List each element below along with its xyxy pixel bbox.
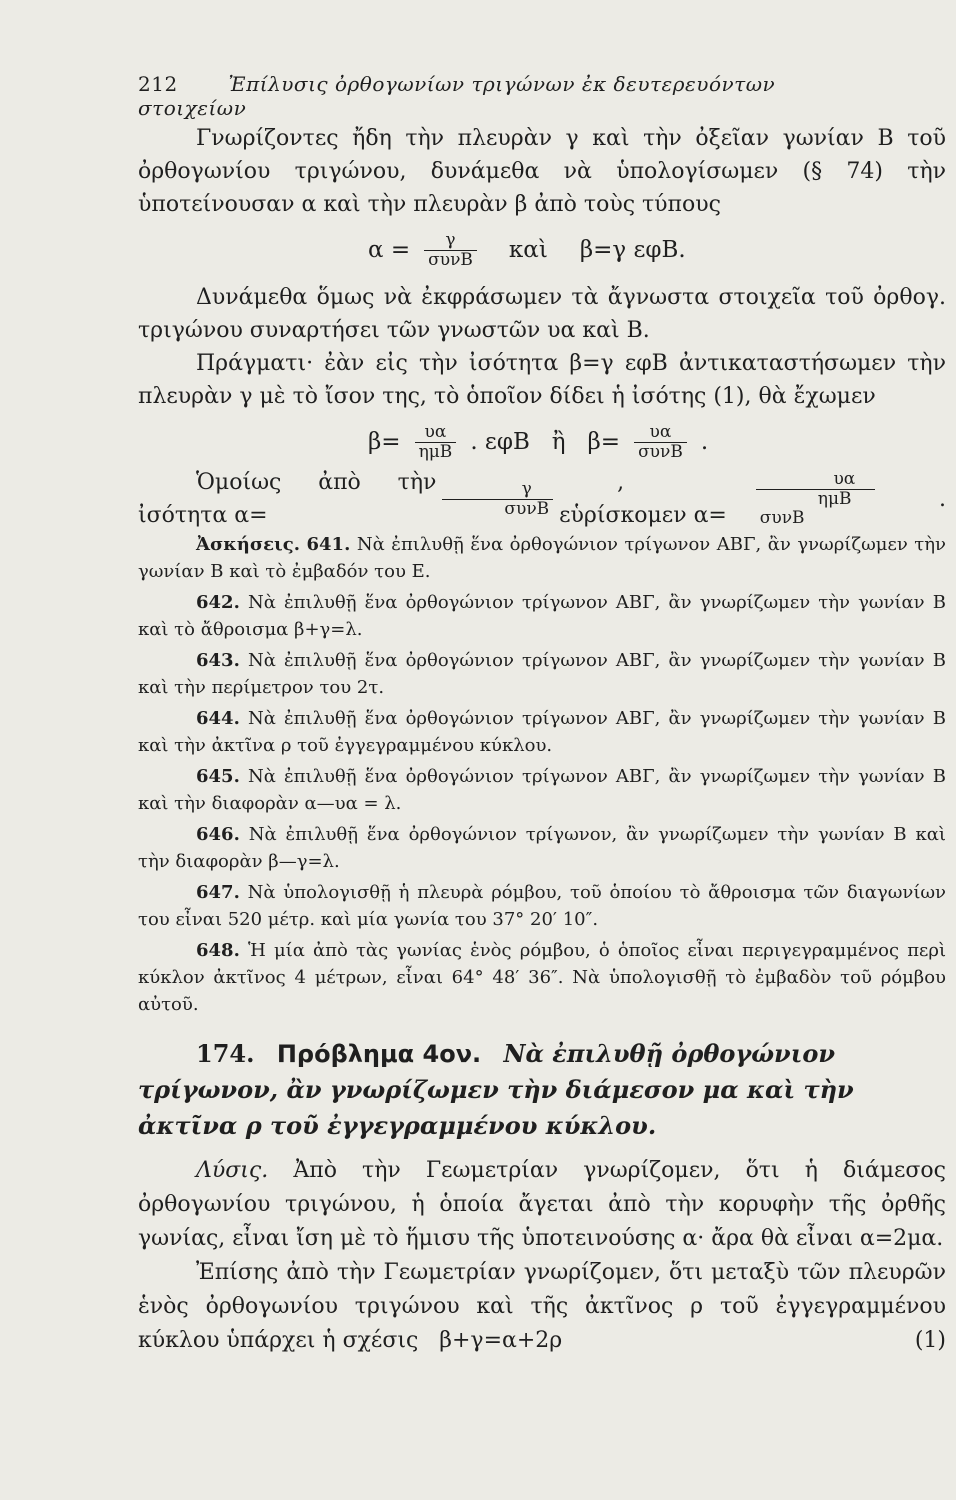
fraction-denominator: ημΒ συνΒ bbox=[756, 489, 875, 528]
intro-paragraph-3: Πράγματι· ἐὰν εἰς τὴν ἰσότητα β=γ εφΒ ἀντικαταστήσωμεν τὴν πλευρὰν γ μὲ τὸ ἴσον της, τὸ ὁποῖον δίδει ἡ ἰσότης (1), θὰ ἔχωμεν bbox=[138, 351, 946, 409]
page-header bbox=[138, 72, 868, 120]
intro-paragraph-1: Γνωρίζοντες ἤδη τὴν πλευρὰν γ καὶ τὴν ὀξεῖαν γωνίαν Β τοῦ ὀρθογωνίου τριγώνου, δυνάμεθα νὰ ὑπολογίσωμεν (§ 74) τὴν ὑποτείνουσαν α καὶ τὴν πλευρὰν β ἀπὸ τοὺς τύπους bbox=[138, 126, 946, 217]
exercise-text: Νὰ ἐπιλυθῇ ἕνα ὀρθογώνιον τρίγωνον, ἂν γνωρίζωμεν τὴν γωνίαν Β καὶ τὴν διαφορὰν β—γ=λ. bbox=[138, 824, 946, 872]
section-heading bbox=[138, 1036, 946, 1144]
p4-text-b: , εὑρίσκομεν α= bbox=[559, 470, 727, 528]
exercise-643 bbox=[138, 647, 946, 701]
formula-2-fraction-a bbox=[415, 423, 457, 462]
exercise-number: 648. bbox=[196, 940, 240, 961]
exercise-text: Νὰ ἐπιλυθῇ ἕνα ὀρθογώνιον τρίγωνον ΑΒΓ, ἂν γνωρίζωμεν τὴν γωνίαν Β καὶ τὸ ἄθροισμα β+γ=λ. bbox=[138, 592, 946, 640]
formula-2-lhs: β= bbox=[368, 428, 401, 455]
exercise-number: 647. bbox=[196, 882, 240, 903]
solution-paragraph-1 bbox=[138, 1154, 946, 1256]
fraction-numerator: υα bbox=[424, 421, 447, 442]
formula-1-fraction bbox=[424, 231, 477, 270]
exercise-641 bbox=[138, 531, 946, 585]
exercise-text: Νὰ ἐπιλυθῇ ἕνα ὀρθογώνιον τρίγωνον ΑΒΓ, ἂν γνωρίζωμεν τὴν γωνίαν Β καὶ τὸ ἐμβαδόν του Ε. bbox=[138, 534, 946, 582]
running-title: Ἐπίλυσις ὀρθογωνίων τριγώνων ἐκ δευτερευόντων στοιχείων bbox=[138, 72, 776, 120]
formula-1-and: καὶ bbox=[508, 236, 548, 263]
exercise-646 bbox=[138, 821, 946, 875]
fraction-denominator: συνΒ bbox=[634, 442, 687, 462]
exercise-number: 644. bbox=[196, 708, 240, 729]
exercise-number: 645. bbox=[196, 766, 240, 787]
formula-2-middle: . εφΒ ἢ β= bbox=[470, 428, 621, 455]
exercise-647 bbox=[138, 879, 946, 933]
solution-paragraph-2 bbox=[138, 1256, 953, 1358]
exercise-645 bbox=[138, 763, 946, 817]
exercise-number: 641. bbox=[306, 534, 351, 555]
exercise-text: Νὰ ἐπιλυθῇ ἕνα ὀρθογώνιον τρίγωνον ΑΒΓ, ἂν γνωρίζωμεν τὴν γωνίαν Β καὶ τὴν ἀκτῖνα ρ τοῦ ἐγγεγραμμένου κύκλου. bbox=[138, 708, 946, 756]
fraction-numerator: γ bbox=[521, 478, 532, 499]
equation-number: (1) bbox=[914, 1328, 946, 1353]
page-body bbox=[138, 122, 953, 1358]
intro-paragraph-4 bbox=[138, 469, 946, 528]
exercises-block bbox=[138, 531, 946, 1018]
intro-paragraph-2: Δυνάμεθα ὅμως νὰ ἐκφράσωμεν τὰ ἄγνωστα στοιχεῖα τοῦ ὀρθογ. τριγώνου συναρτήσει τῶν γνωστῶν υα καὶ Β. bbox=[138, 285, 946, 343]
formula-1-lhs: α = bbox=[368, 236, 411, 263]
solution-label: Λύσις. bbox=[196, 1158, 269, 1183]
fraction-numerator: γ bbox=[445, 229, 456, 250]
solution-text-1: Ἀπὸ τὴν Γεωμετρίαν γνωρίζομεν, ὅτι ἡ διάμεσος ὀρθογωνίου τριγώνου, ἡ ὁποία ἄγεται ἀπὸ τὴν κορυφὴν τῆς ὀρθῆς γωνίας, εἶναι ἴση μὲ τὸ ἥμισυ τῆς ὑποτεινούσης α· ἄρα θὰ εἶναι α=2μα. bbox=[138, 1158, 946, 1251]
formula-1 bbox=[138, 225, 946, 275]
exercise-642 bbox=[138, 589, 946, 643]
p4-fraction-b bbox=[756, 470, 875, 528]
section-title: Πρόβλημα 4ον. bbox=[276, 1040, 482, 1068]
formula-2-end: . bbox=[700, 428, 709, 455]
page-number: 212 bbox=[138, 72, 178, 96]
fraction-denominator: ημΒ bbox=[415, 442, 457, 462]
section-statement: Νὰ ἐπιλυθῇ ὀρθογώνιον τρίγωνον, ἂν γνωρίζωμεν τὴν διάμεσον μα καὶ τὴν ἀκτῖνα ρ τοῦ ἐγγεγραμμένου κύκλου. bbox=[138, 1039, 854, 1140]
p4-fraction-a bbox=[442, 480, 553, 519]
exercise-text: Νὰ ἐπιλυθῇ ἕνα ὀρθογώνιον τρίγωνον ΑΒΓ, ἂν γνωρίζωμεν τὴν γωνίαν Β καὶ τὴν διαφορὰν α—υα = λ. bbox=[138, 766, 946, 814]
p4-text-a: Ὁμοίως ἀπὸ τὴν ἰσότητα α= bbox=[138, 470, 437, 528]
exercise-text: Νὰ ἐπιλυθῇ ἕνα ὀρθογώνιον τρίγωνον ΑΒΓ, ἂν γνωρίζωμεν τὴν γωνίαν Β καὶ τὴν περίμετρον του 2τ. bbox=[138, 650, 946, 698]
fraction-denominator: συνΒ bbox=[424, 250, 477, 270]
exercise-number: 642. bbox=[196, 592, 240, 613]
exercises-heading: Ἀσκήσεις. bbox=[196, 534, 300, 555]
p4-end: . bbox=[939, 486, 946, 512]
exercise-number: 643. bbox=[196, 650, 240, 671]
fraction-numerator: υα bbox=[833, 469, 856, 489]
exercise-text: Νὰ ὑπολογισθῇ ἡ πλευρὰ ρόμβου, τοῦ ὁποίου τὸ ἄθροισμα τῶν διαγωνίων του εἶναι 520 μέτρ. καὶ μία γωνία του 37° 20′ 10″. bbox=[138, 882, 946, 930]
exercise-number: 646. bbox=[196, 824, 240, 845]
exercise-text: Ἡ μία ἀπὸ τὰς γωνίας ἑνὸς ρόμβου, ὁ ὁποῖος εἶναι περιγεγραμμένος περὶ κύκλον ἀκτῖνος 4 μέτρων, εἶναι 64° 48′ 36″. Νὰ ὑπολογισθῇ τὸ ἐμβαδὸν τοῦ ρόμβου αὐτοῦ. bbox=[138, 940, 946, 1015]
formula-2 bbox=[138, 417, 946, 467]
exercise-644 bbox=[138, 705, 946, 759]
fraction-denominator: συνΒ bbox=[442, 499, 553, 519]
section-number: 174. bbox=[196, 1039, 255, 1068]
solution-text-2: Ἐπίσης ἀπὸ τὴν Γεωμετρίαν γνωρίζομεν, ὅτι μεταξὺ τῶν πλευρῶν ἑνὸς ὀρθογωνίου τριγώνου καὶ τῆς ἀκτῖνος ρ τοῦ ἐγγεγραμμένου κύκλου ὑπάρχει ἡ σχέσις β+γ=α+2ρ bbox=[138, 1260, 953, 1353]
formula-1-rhs: β=γ εφΒ. bbox=[579, 236, 686, 263]
solution-block bbox=[138, 1154, 953, 1358]
exercise-648 bbox=[138, 937, 946, 1018]
formula-2-fraction-b bbox=[634, 423, 687, 462]
fraction-numerator: υα bbox=[649, 421, 672, 442]
